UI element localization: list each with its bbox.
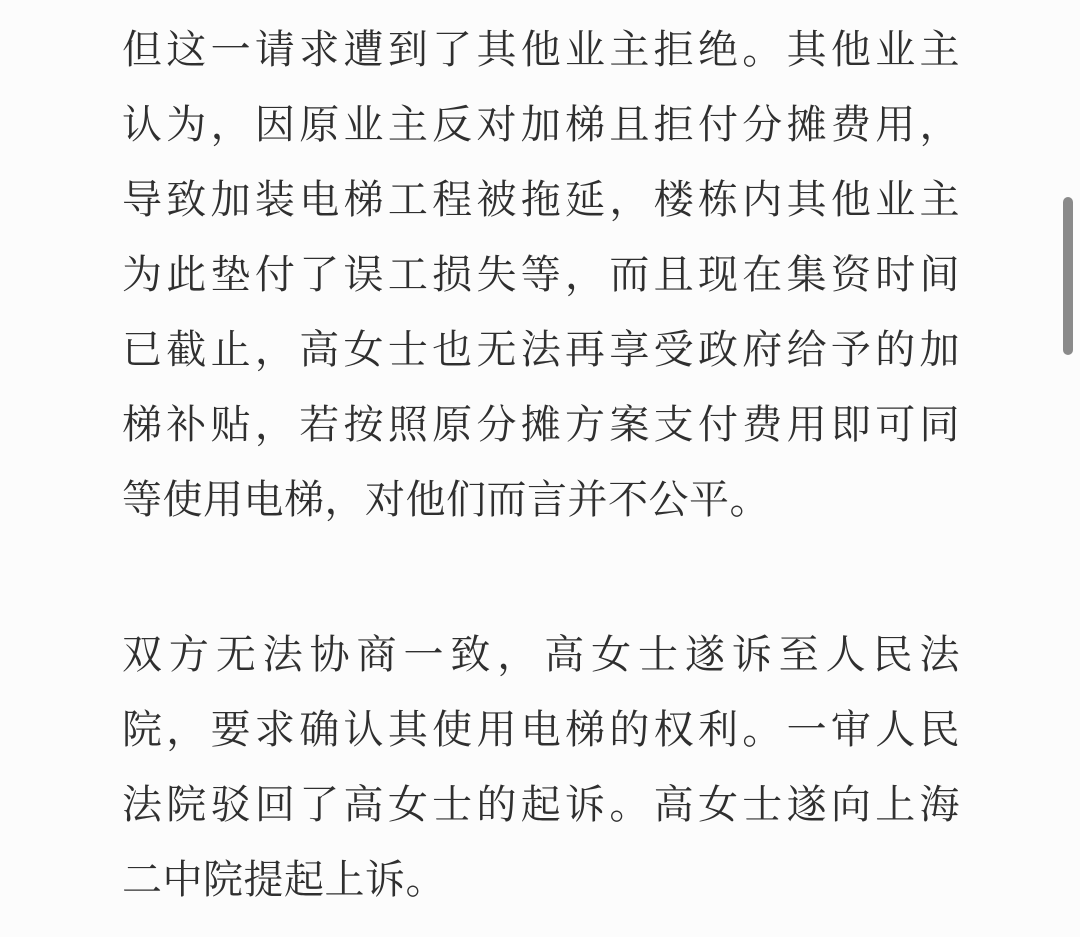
paragraph — [122, 618, 960, 918]
text-line: 导致加装电梯工程被拖延，楼栋内其他业主 — [122, 178, 960, 222]
scrollbar-thumb[interactable] — [1063, 197, 1073, 355]
text-line: 已截止，高女士也无法再享受政府给予的加 — [122, 328, 960, 372]
text-line: 梯补贴，若按照原分摊方案支付费用即可同 — [122, 403, 960, 447]
scrollbar-track[interactable] — [1056, 0, 1080, 937]
text-line: 院，要求确认其使用电梯的权利。一审人民 — [122, 708, 960, 752]
paragraph — [122, 13, 960, 538]
text-line: 二中院提起上诉。 — [122, 858, 446, 902]
text-line: 认为，因原业主反对加梯且拒付分摊费用， — [122, 103, 960, 147]
text-line: 双方无法协商一致，高女士遂诉至人民法 — [122, 633, 960, 677]
text-line: 等使用电梯，对他们而言并不公平。 — [122, 478, 770, 522]
text-line: 法院驳回了高女士的起诉。高女士遂向上海 — [122, 783, 960, 827]
text-line: 但这一请求遭到了其他业主拒绝。其他业主 — [122, 28, 960, 72]
text-line: 为此垫付了误工损失等，而且现在集资时间 — [122, 253, 960, 297]
